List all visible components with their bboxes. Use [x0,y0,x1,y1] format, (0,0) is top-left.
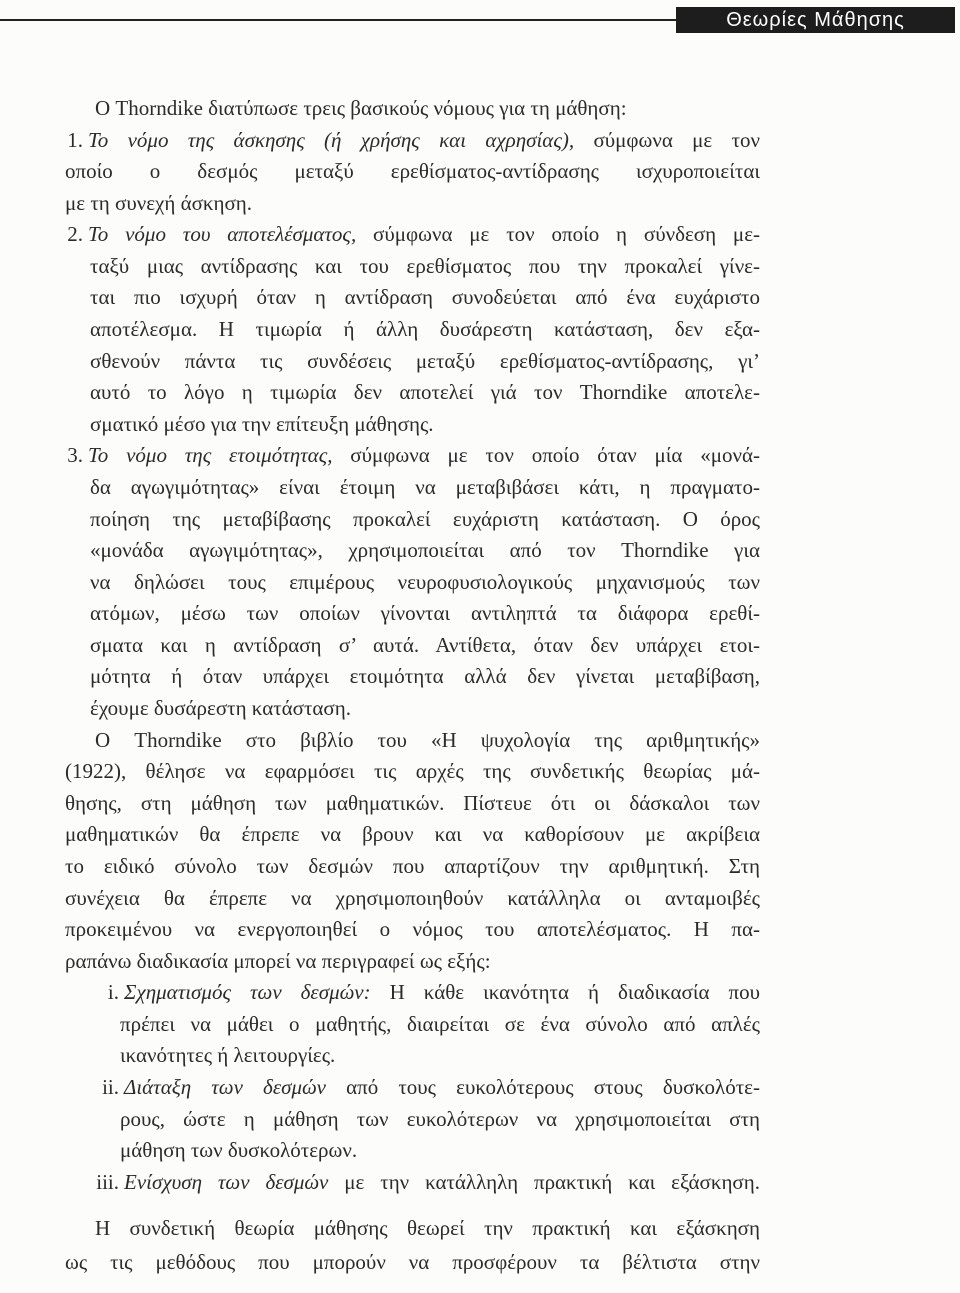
text-line: ταξύ μιας αντίδρασης και του ερεθίσματος που την προκαλεί γίνε- [90,254,760,278]
text-line: «μονάδα αγωγιμότητας», χρησιμοποιείται από τον Thorndike για [90,538,760,562]
text-line: Η συνδετική θεωρία μάθησης θεωρεί την πρακτική και εξάσκηση [95,1216,760,1240]
header-rule [0,19,680,21]
text-line: θησης, στη μάθηση των μαθηματικών. Πίστευε ότι οι δάσκαλοι των [65,791,760,815]
text-line: αυτό το λόγο η τιμωρία δεν αποτελεί γιά τον Thorndike αποτελε- [90,380,760,404]
text-line: συνέχεια θα έπρεπε να χρησιμοποιηθούν κατάλληλα οι ανταμοιβές [65,886,760,910]
list-marker: 3. [67,443,83,467]
text-line: ως τις μεθόδους που μπορούν να προσφέρουν τα βέλτιστα στην [65,1250,760,1274]
text-line: μαθηματικών θα έπρεπε να βρουν και να καθορίσουν με ακρίβεια [65,822,760,846]
step-name: Σχηματισμός των δεσμών: [124,980,371,1004]
text-line: ραπάνω διαδικασία μπορεί να περιγραφεί ως εξής: [65,949,491,973]
text-line: Ο Thorndike στο βιβλίο του «Η ψυχολογία της αριθμητικής» [95,728,760,752]
law-name: Το νόμο της άσκησης (ή χρήσης και αχρησίας), [88,128,575,152]
text-line: ποίηση της μεταβίβασης προκαλεί ευχάριστη κατάσταση. Ο όρος [90,507,760,531]
text-line: δα αγωγιμότητας» είναι έτοιμη να μεταβιβάσει κάτι, η πραγματο- [90,475,760,499]
section-title: Θεωρίες Μάθησης [726,9,905,31]
list-item-line [102,1072,760,1102]
text-line: έχουμε δυσάρεστη κατάσταση. [90,696,351,720]
line-text: σύμφωνα με τον οποίο η σύνδεση με- [373,222,761,246]
step-name: Ενίσχυση των δεσμών [124,1170,329,1194]
text-line: προκειμένου να ενεργοποιηθεί ο νόμος του αποτελέσματος. Η πα- [65,917,760,941]
text-line: Ο Thorndike διατύπωσε τρεις βασικούς νόμους για τη μάθηση: [95,96,627,120]
list-marker: ii. [102,1075,119,1099]
text-line: πρέπει να μάθει ο μαθητής, διαιρείται σε ένα σύνολο από απλές [120,1012,760,1036]
text-line: ται πιο ισχυρή όταν η αντίδραση συνοδεύεται από ένα ευχάριστο [90,285,760,309]
line-text: σύμφωνα με τον οποίο όταν μία «μονά- [350,443,761,467]
line-text: με την κατάλληλη πρακτική και εξάσκηση. [344,1170,760,1194]
text-line: με τη συνεχή άσκηση. [65,191,253,215]
list-marker: iii. [96,1170,119,1194]
list-marker: 1. [67,128,83,152]
section-title-tab [676,7,955,33]
text-line: ρους, ώστε η μάθηση των ευκολότερων να χρησιμοποιείται στη [120,1107,760,1131]
law-name: Το νόμο της ετοιμότητας, [88,443,333,467]
list-item-line [67,219,761,249]
text-line: ατόμων, μέσω των οποίων γίνονται αντιληπτά τα διάφορα ερεθί- [90,601,760,625]
list-marker: i. [107,980,119,1004]
text-line: το ειδικό σύνολο των δεσμών που απαρτίζουν την αριθμητική. Στη [65,854,760,878]
text-line: να δηλώσει τους επιμέρους νευροφυσιολογικούς μηχανισμούς των [90,570,760,594]
line-text: σύμφωνα με τον [593,128,760,152]
text-line: ικανότητες ή λειτουργίες. [120,1043,336,1067]
list-item-line [67,125,760,155]
line-text: Η κάθε ικανότητα ή διαδικασία που [389,980,761,1004]
list-item-line [107,977,761,1007]
list-item-line [67,440,761,470]
text-line: μάθηση των δυσκολότερων. [120,1138,358,1162]
text-line: σματα και η αντίδραση σ’ αυτά. Αντίθετα, όταν δεν υπάρχει ετοι- [90,633,760,657]
list-marker: 2. [67,222,83,246]
text-line: σματικό μέσο για την επίτευξη μάθησης. [90,412,434,436]
step-name: Διάταξη των δεσμών [124,1075,326,1099]
text-line: μότητα ή όταν υπάρχει ετοιμότητα αλλά δεν γίνεται μεταβίβαση, [90,664,760,688]
law-name: Το νόμο του αποτελέσματος, [88,222,357,246]
list-item-line [96,1167,760,1197]
text-line: (1922), θέλησε να εφαρμόσει τις αρχές της συνδετικής θεωρίας μά- [65,759,760,783]
line-text: από τους ευκολότερους στους δυσκολότε- [346,1075,760,1099]
text-line: αποτέλεσμα. Η τιμωρία ή άλλη δυσάρεστη κατάσταση, δεν εξα- [90,317,760,341]
text-line: σθενούν πάντα τις συνδέσεις μεταξύ ερεθίσματος-αντίδρασης, γι’ [90,349,760,373]
text-line: οποίο ο δεσμός μεταξύ ερεθίσματος-αντίδρασης ισχυροποιείται [65,159,760,183]
